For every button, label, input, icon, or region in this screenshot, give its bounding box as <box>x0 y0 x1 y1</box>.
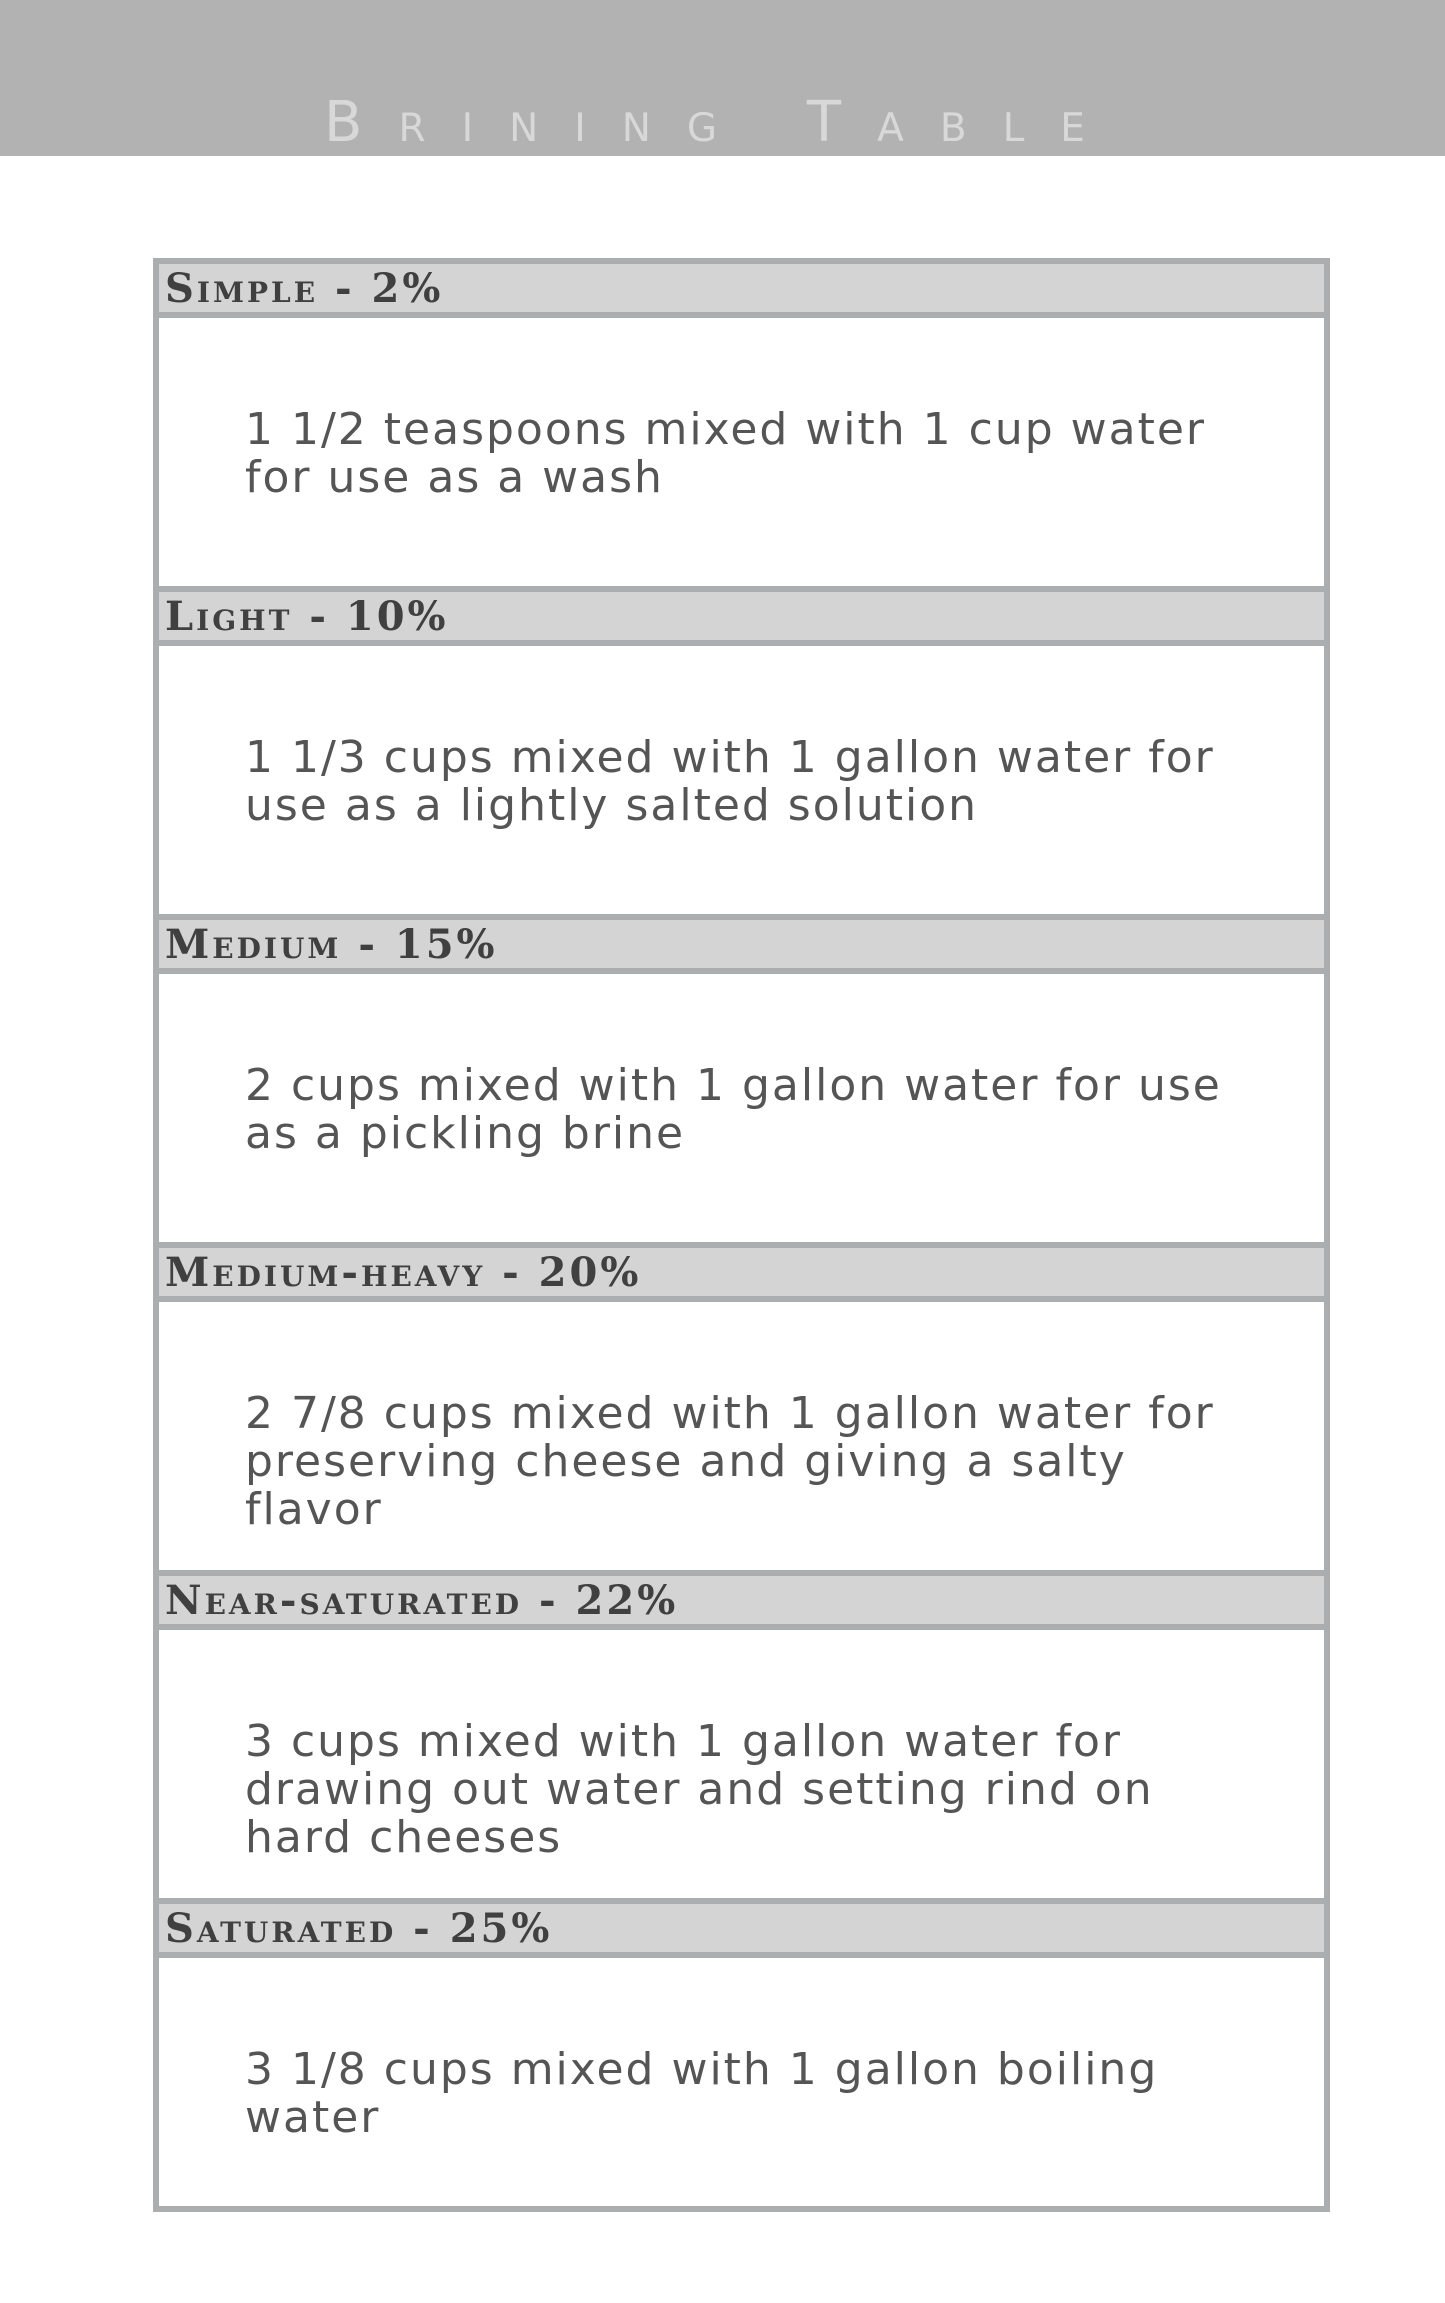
section-heading: Near-saturated - 22% <box>159 1576 1324 1630</box>
section-body <box>159 1630 1324 1904</box>
section-description: 1 1/2 teaspoons mixed with 1 cup water for use as a wash <box>245 404 1206 503</box>
page-title: Brining Table <box>324 90 1121 155</box>
title-band <box>0 0 1445 156</box>
section-body <box>159 318 1324 592</box>
section-heading: Simple - 2% <box>159 264 1324 318</box>
section-heading: Saturated - 25% <box>159 1904 1324 1958</box>
section-description: 3 1/8 cups mixed with 1 gallon boiling water <box>245 2044 1159 2143</box>
section-description: 1 1/3 cups mixed with 1 gallon water for use as a lightly salted solution <box>245 732 1215 831</box>
table-section-simple <box>159 264 1324 592</box>
section-heading: Light - 10% <box>159 592 1324 646</box>
table-section-saturated <box>159 1904 1324 2228</box>
table-section-light <box>159 592 1324 920</box>
section-description: 2 cups mixed with 1 gallon water for use as a pickling brine <box>245 1060 1222 1159</box>
section-body <box>159 646 1324 920</box>
section-heading: Medium-heavy - 20% <box>159 1248 1324 1302</box>
section-description: 3 cups mixed with 1 gallon water for drawing out water and setting rind on hard cheeses <box>245 1716 1154 1863</box>
table-section-medium <box>159 920 1324 1248</box>
table-section-medium-heavy <box>159 1248 1324 1576</box>
section-heading: Medium - 15% <box>159 920 1324 974</box>
table-section-near-saturated <box>159 1576 1324 1904</box>
section-body <box>159 1958 1324 2228</box>
brining-table <box>153 258 1330 2212</box>
section-body <box>159 974 1324 1248</box>
section-description: 2 7/8 cups mixed with 1 gallon water for preserving cheese and giving a salty flavor <box>245 1388 1215 1535</box>
section-body <box>159 1302 1324 1576</box>
